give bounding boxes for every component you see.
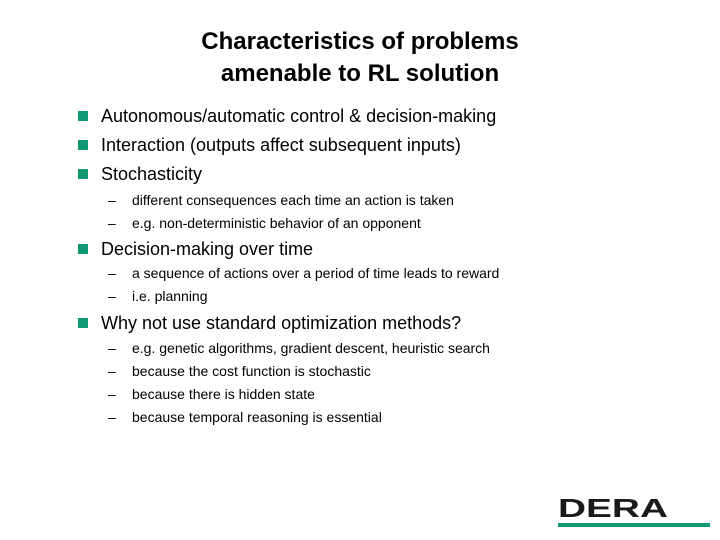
square-bullet-icon <box>78 244 88 254</box>
dash-icon: – <box>108 265 116 281</box>
sub-bullet-text: because there is hidden state <box>132 386 315 402</box>
dash-icon: – <box>108 340 116 356</box>
dera-logo <box>556 495 712 529</box>
bullet-text: Stochasticity <box>101 164 203 184</box>
sub-bullet-text: different consequences each time an action is taken <box>132 192 454 208</box>
sub-bullet-item <box>108 362 371 380</box>
dash-icon: – <box>108 192 116 208</box>
square-bullet-icon <box>78 169 88 179</box>
bullet-item <box>78 105 496 127</box>
dash-icon: – <box>108 363 116 379</box>
dash-icon: – <box>108 288 116 304</box>
sub-bullet-item <box>108 408 382 426</box>
bullet-text: Interaction (outputs affect subsequent inputs) <box>101 135 461 155</box>
square-bullet-icon <box>78 140 88 150</box>
logo-bar <box>558 523 710 527</box>
dash-icon: – <box>108 386 116 402</box>
sub-bullet-item <box>108 214 421 232</box>
sub-bullet-item <box>108 287 208 305</box>
sub-bullet-text: e.g. genetic algorithms, gradient descent, heuristic search <box>132 340 490 356</box>
sub-bullet-text: i.e. planning <box>132 288 208 304</box>
bullet-item <box>78 312 461 334</box>
square-bullet-icon <box>78 111 88 121</box>
bullet-text: Why not use standard optimization methods? <box>101 313 462 333</box>
bullet-item <box>78 238 313 260</box>
sub-bullet-item <box>108 385 315 403</box>
bullet-item <box>78 134 461 156</box>
dash-icon: – <box>108 215 116 231</box>
sub-bullet-text: because temporal reasoning is essential <box>132 409 382 425</box>
sub-bullet-text: e.g. non-deterministic behavior of an opponent <box>132 215 421 231</box>
sub-bullet-text: a sequence of actions over a period of time leads to reward <box>132 265 500 281</box>
sub-bullet-item <box>108 264 499 282</box>
bullet-text: Decision-making over time <box>101 239 314 259</box>
slide-title-line-2: amenable to RL solution <box>220 60 500 87</box>
slide-title <box>0 26 720 90</box>
logo-wordmark: DERA <box>558 495 669 523</box>
bullet-item <box>78 163 202 185</box>
square-bullet-icon <box>78 318 88 328</box>
slide-title-line-1: Characteristics of problems <box>201 28 519 55</box>
sub-bullet-item <box>108 339 490 357</box>
sub-bullet-item <box>108 191 454 209</box>
sub-bullet-text: because the cost function is stochastic <box>132 363 371 379</box>
bullet-text: Autonomous/automatic control & decision-making <box>101 106 497 126</box>
dash-icon: – <box>108 409 116 425</box>
